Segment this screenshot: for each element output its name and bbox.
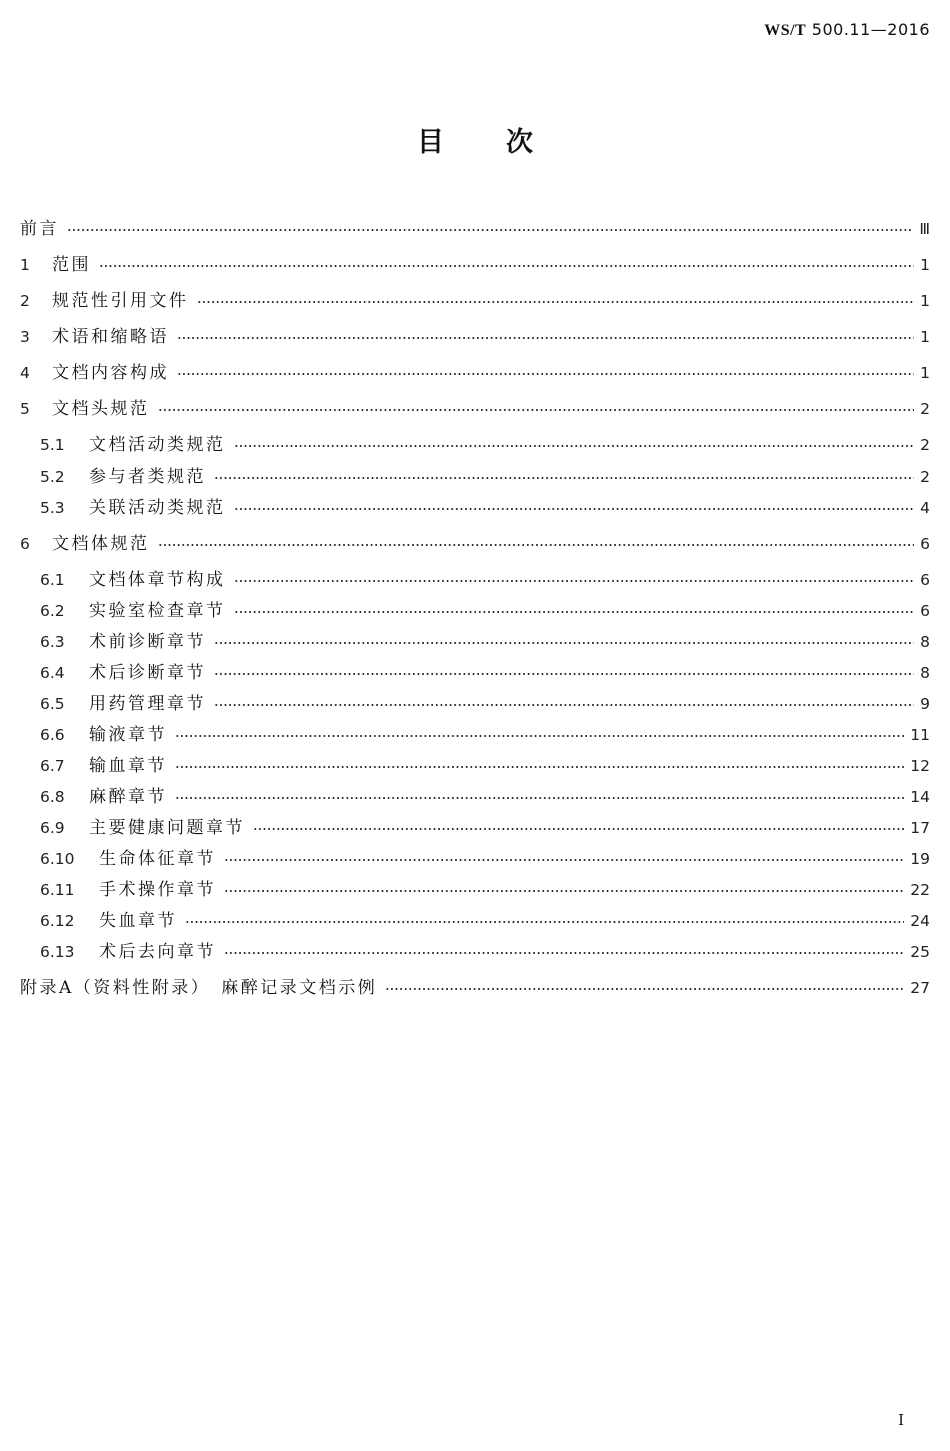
toc-entry-page: 2 bbox=[920, 400, 930, 418]
toc-entry-label: 失血章节 bbox=[99, 911, 177, 931]
standard-code bbox=[764, 20, 930, 40]
dot-leader bbox=[177, 337, 914, 339]
toc-subentry[interactable] bbox=[40, 627, 930, 657]
toc-subentry[interactable] bbox=[40, 658, 930, 688]
toc-entry-page: 2 bbox=[920, 436, 930, 454]
toc-entry-page: 12 bbox=[910, 757, 930, 775]
toc-entry-label: 附录A（资料性附录） 麻醉记录文档示例 bbox=[20, 978, 378, 998]
toc-entry-label: 文档活动类规范 bbox=[89, 435, 226, 455]
toc-subentry[interactable] bbox=[40, 462, 930, 492]
toc-entry-number: 1 bbox=[20, 256, 30, 274]
toc-subentry[interactable] bbox=[40, 430, 930, 460]
toc-entry-page: 17 bbox=[910, 819, 930, 837]
toc-entry-appendix[interactable] bbox=[20, 973, 930, 1003]
toc-entry-label: 术后去向章节 bbox=[99, 942, 216, 962]
toc-entry-page: 6 bbox=[920, 571, 930, 589]
toc-entry-number: 6.7 bbox=[40, 757, 65, 775]
toc-entry-page: Ⅲ bbox=[919, 220, 930, 238]
toc-entry-page: 8 bbox=[920, 633, 930, 651]
toc-entry-number: 6.11 bbox=[40, 881, 75, 899]
toc-entry-number: 6.4 bbox=[40, 664, 65, 682]
toc-subentry[interactable] bbox=[40, 844, 930, 874]
toc-entry-number: 6.10 bbox=[40, 850, 75, 868]
dot-leader bbox=[67, 229, 913, 231]
dot-leader bbox=[175, 735, 904, 737]
toc-entry-page: 2 bbox=[920, 468, 930, 486]
toc-entry-number: 6.6 bbox=[40, 726, 65, 744]
dot-leader bbox=[214, 477, 914, 479]
toc-subentry[interactable] bbox=[40, 782, 930, 812]
toc-entry-page: 1 bbox=[920, 364, 930, 382]
toc-entry-number: 6.13 bbox=[40, 943, 75, 961]
toc-entry-number: 6.1 bbox=[40, 571, 65, 589]
toc-entry-label: 输液章节 bbox=[89, 725, 167, 745]
toc-entry-label: 范围 bbox=[52, 255, 91, 275]
toc-entry-page: 9 bbox=[920, 695, 930, 713]
toc-entry-page: 19 bbox=[910, 850, 930, 868]
toc-entry-label: 实验室检查章节 bbox=[89, 601, 226, 621]
dot-leader bbox=[224, 952, 904, 954]
toc-entry-number: 3 bbox=[20, 328, 30, 346]
toc-entry-number: 6.2 bbox=[40, 602, 65, 620]
toc-subentry[interactable] bbox=[40, 720, 930, 750]
toc-entry[interactable] bbox=[20, 286, 930, 316]
toc-entry[interactable] bbox=[20, 322, 930, 352]
dot-leader bbox=[158, 409, 915, 411]
toc-entry-page: 8 bbox=[920, 664, 930, 682]
toc-subentry[interactable] bbox=[40, 813, 930, 843]
dot-leader bbox=[214, 704, 914, 706]
dot-leader bbox=[234, 508, 915, 510]
toc-subentry[interactable] bbox=[40, 875, 930, 905]
toc-entry-page: 25 bbox=[910, 943, 930, 961]
toc-entry-page: 1 bbox=[920, 292, 930, 310]
toc-entry-label: 前言 bbox=[20, 219, 59, 239]
dot-leader bbox=[99, 265, 914, 267]
dot-leader bbox=[234, 580, 915, 582]
toc-entry-number: 6.3 bbox=[40, 633, 65, 651]
standard-prefix: WS/T bbox=[764, 22, 807, 39]
toc-entry-label: 手术操作章节 bbox=[99, 880, 216, 900]
toc-entry-number: 4 bbox=[20, 364, 30, 382]
toc-subentry[interactable] bbox=[40, 596, 930, 626]
toc-entry-number: 5 bbox=[20, 400, 30, 418]
toc-entry-page: 14 bbox=[910, 788, 930, 806]
toc-entry-page: 24 bbox=[910, 912, 930, 930]
toc-subentry[interactable] bbox=[40, 906, 930, 936]
dot-leader bbox=[175, 797, 904, 799]
dot-leader bbox=[177, 373, 914, 375]
toc-entry-number: 6.12 bbox=[40, 912, 75, 930]
toc-entry[interactable] bbox=[20, 529, 930, 559]
toc-entry[interactable] bbox=[20, 358, 930, 388]
toc-entry-page: 27 bbox=[910, 979, 930, 997]
toc-entry-page: 22 bbox=[910, 881, 930, 899]
toc-subentry[interactable] bbox=[40, 689, 930, 719]
toc-entry-label: 文档内容构成 bbox=[52, 363, 169, 383]
toc-entry-label: 文档体规范 bbox=[52, 534, 150, 554]
dot-leader bbox=[385, 988, 904, 990]
page-number: I bbox=[898, 1411, 904, 1429]
toc-entry-label: 关联活动类规范 bbox=[89, 498, 226, 518]
toc-entry-label: 主要健康问题章节 bbox=[89, 818, 245, 838]
toc-entry-page: 4 bbox=[920, 499, 930, 517]
toc-subentry[interactable] bbox=[40, 565, 930, 595]
toc-entry-number: 5.1 bbox=[40, 436, 65, 454]
toc-entry-label: 用药管理章节 bbox=[89, 694, 206, 714]
toc-entry-number: 6.5 bbox=[40, 695, 65, 713]
toc-entry[interactable] bbox=[20, 250, 930, 280]
toc-entry-page: 11 bbox=[910, 726, 930, 744]
toc-entry-number: 6.8 bbox=[40, 788, 65, 806]
toc-entry-number: 6 bbox=[20, 535, 30, 553]
toc-entry-label: 规范性引用文件 bbox=[52, 291, 189, 311]
toc-entry-label: 文档体章节构成 bbox=[89, 570, 226, 590]
dot-leader bbox=[158, 544, 915, 546]
dot-leader bbox=[253, 828, 904, 830]
toc-entry[interactable] bbox=[20, 394, 930, 424]
toc-subentry[interactable] bbox=[40, 751, 930, 781]
toc-entry-number: 5.2 bbox=[40, 468, 65, 486]
toc-entry[interactable] bbox=[20, 214, 930, 244]
standard-number: 500.11—2016 bbox=[811, 20, 930, 39]
dot-leader bbox=[234, 445, 915, 447]
toc-entry-label: 麻醉章节 bbox=[89, 787, 167, 807]
dot-leader bbox=[234, 611, 915, 613]
toc-entry-label: 参与者类规范 bbox=[89, 467, 206, 487]
toc-subentry[interactable] bbox=[40, 493, 930, 523]
toc-entry-number: 6.9 bbox=[40, 819, 65, 837]
toc-entry-label: 生命体征章节 bbox=[99, 849, 216, 869]
toc-entry-label: 术前诊断章节 bbox=[89, 632, 206, 652]
toc-entry-label: 术后诊断章节 bbox=[89, 663, 206, 683]
toc-entry-label: 输血章节 bbox=[89, 756, 167, 776]
page-title: 目次 bbox=[417, 127, 595, 158]
toc-entry-page: 6 bbox=[920, 535, 930, 553]
toc-entry-page: 1 bbox=[920, 328, 930, 346]
dot-leader bbox=[214, 673, 914, 675]
dot-leader bbox=[224, 890, 904, 892]
toc-entry-page: 6 bbox=[920, 602, 930, 620]
dot-leader bbox=[175, 766, 904, 768]
toc-entry-label: 文档头规范 bbox=[52, 399, 150, 419]
dot-leader bbox=[197, 301, 915, 303]
dot-leader bbox=[214, 642, 914, 644]
toc-entry-page: 1 bbox=[920, 256, 930, 274]
toc-entry-number: 2 bbox=[20, 292, 30, 310]
dot-leader bbox=[224, 859, 904, 861]
toc-subentry[interactable] bbox=[40, 937, 930, 967]
toc-entry-label: 术语和缩略语 bbox=[52, 327, 169, 347]
toc-entry-number: 5.3 bbox=[40, 499, 65, 517]
dot-leader bbox=[185, 921, 904, 923]
